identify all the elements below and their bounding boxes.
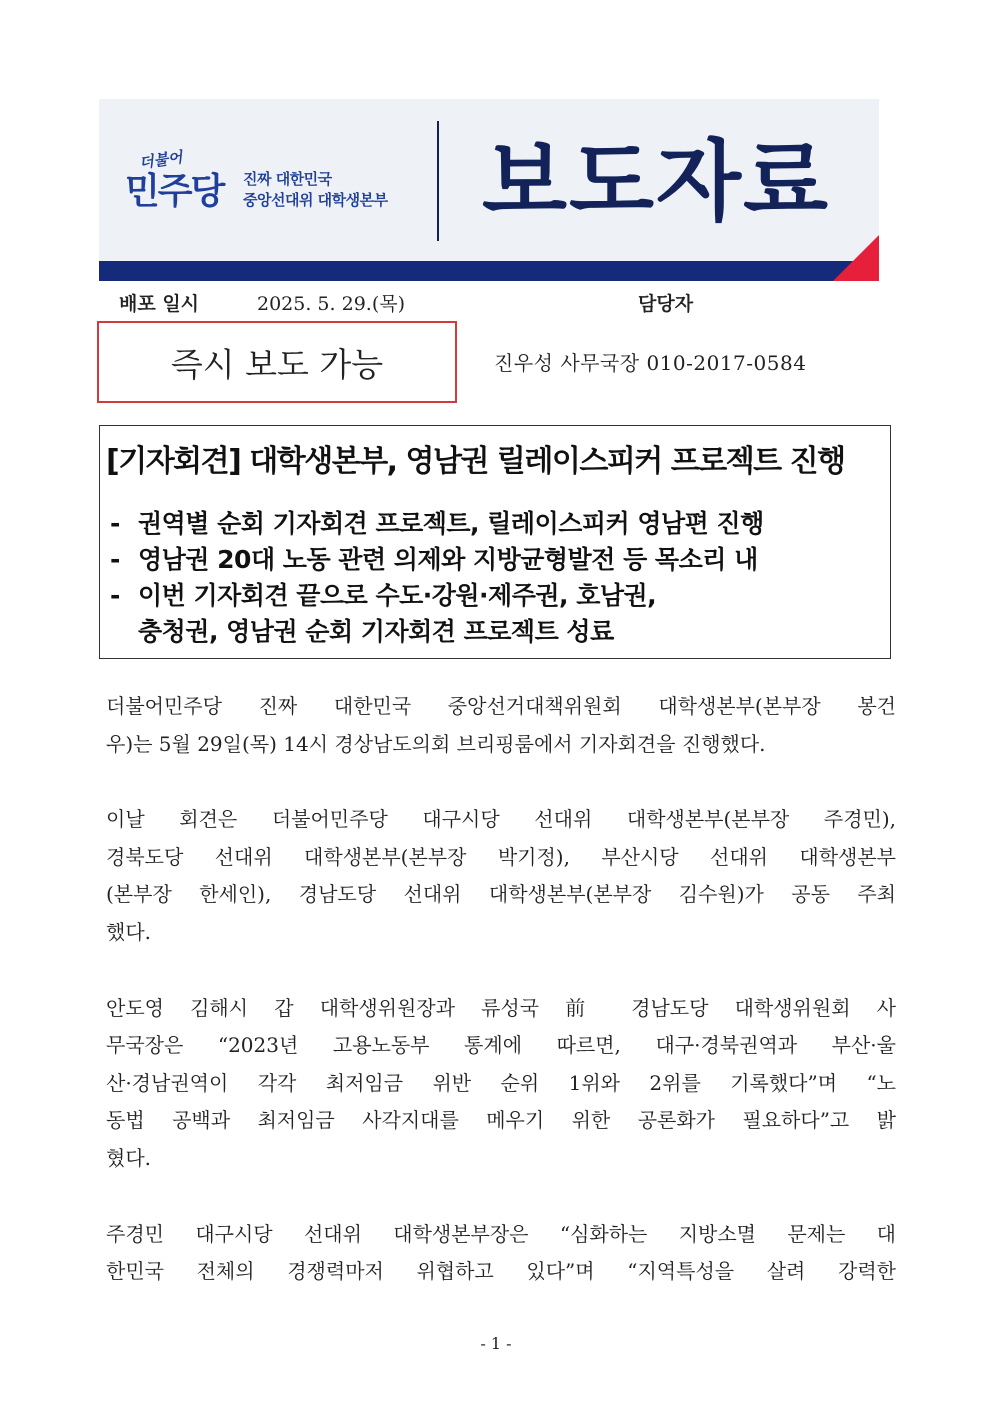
paragraph-line: 안도영 김해시 갑 대학생위원장과 류성국 前 경남도당 대학생위원회 사 [106, 995, 896, 1020]
paragraph [96, 801, 896, 951]
logo-subtitle [243, 169, 388, 211]
contact-label: 담당자 [638, 293, 694, 315]
paragraph-line: 동법 공백과 최저임금 사각지대를 메우기 위한 공론화가 필요하다”고 밝 [106, 1108, 896, 1133]
paragraph-line: 한민국 전체의 경쟁력마저 위협하고 있다”며 “지역특성을 살려 강력한 [106, 1259, 896, 1284]
paragraph [96, 990, 896, 1178]
page-number: - 1 - [480, 1334, 512, 1353]
party-logo [125, 147, 425, 237]
bullet-item: - 이번 기자회견 끝으로 수도·강원·제주권, 호남권, [110, 578, 890, 614]
embargo-box [97, 321, 457, 403]
embargo-text: 즉시 보도 가능 [170, 344, 384, 384]
paragraph-line: 더불어민주당 진짜 대한민국 중앙선거대책위원회 대학생본부(본부장 봉건 [106, 694, 896, 718]
logo-sub-line-2: 중앙선대위 대학생본부 [243, 191, 388, 209]
logo-main-text: 민주당 [125, 171, 224, 212]
distribution-date: 2025. 5. 29.(목) [257, 293, 405, 315]
distribution-label: 배포 일시 [119, 293, 200, 315]
headline-title: [기자회견] 대학생본부, 영남권 릴레이스피커 프로젝트 진행 [106, 444, 845, 479]
press-release-banner [99, 99, 879, 281]
paragraph-line: 산·경남권역이 각각 최저임금 위반 순위 1위와 2위를 기록했다”며 “노 [106, 1070, 896, 1095]
paragraph-line: 주경민 대구시당 선대위 대학생본부장은 “심화하는 지방소멸 문제는 대 [106, 1221, 896, 1246]
banner-stripe [99, 261, 879, 281]
headline-bullets [110, 506, 890, 650]
paragraph [96, 688, 896, 763]
bullet-item: - 권역별 순회 기자회견 프로젝트, 릴레이스피커 영남편 진행 [110, 506, 890, 542]
banner-red-corner [833, 235, 879, 281]
contact-info: 진우성 사무국장 010-2017-0584 [494, 351, 807, 375]
banner-title: 보도자료 [481, 130, 831, 233]
paragraph-line: 무국장은 “2023년 고용노동부 통계에 따르면, 대구·경북권역과 부산·울 [106, 1033, 896, 1058]
paragraph-line: (본부장 한세인), 경남도당 선대위 대학생본부(본부장 김수원)가 공동 주최 [106, 882, 896, 907]
headline-box [99, 425, 891, 659]
paragraph-line: 우)는 5월 29일(목) 14시 경상남도의회 브리핑룸에서 기자회견을 진행했다. [106, 731, 766, 756]
bullet-text: 권역별 순회 기자회견 프로젝트, 릴레이스피커 영남편 진행 [138, 509, 764, 538]
paragraph-line: 경북도당 선대위 대학생본부(본부장 박기정), 부산시당 선대위 대학생본부 [106, 844, 896, 869]
banner-divider [437, 121, 439, 241]
paragraph-line: 했다. [106, 919, 151, 944]
paragraph-line: 이날 회견은 더불어민주당 대구시당 선대위 대학생본부(본부장 주경민), [106, 807, 896, 832]
bullet-text: 이번 기자회견 끝으로 수도·강원·제주권, 호남권, [138, 581, 657, 610]
bullet-continuation: 충청권, 영남권 순회 기자회견 프로젝트 성료 [138, 617, 614, 646]
bullet-text: 영남권 20대 노동 관련 의제와 지방균형발전 등 목소리 내 [138, 545, 758, 574]
article-body [96, 688, 896, 1329]
logo-sub-line-1: 진짜 대한민국 [243, 170, 332, 188]
paragraph-line: 혔다. [106, 1145, 151, 1170]
bullet-item: - 영남권 20대 노동 관련 의제와 지방균형발전 등 목소리 내 [110, 542, 890, 578]
paragraph [96, 1216, 896, 1291]
logo-small-text: 더불어 [138, 148, 184, 172]
